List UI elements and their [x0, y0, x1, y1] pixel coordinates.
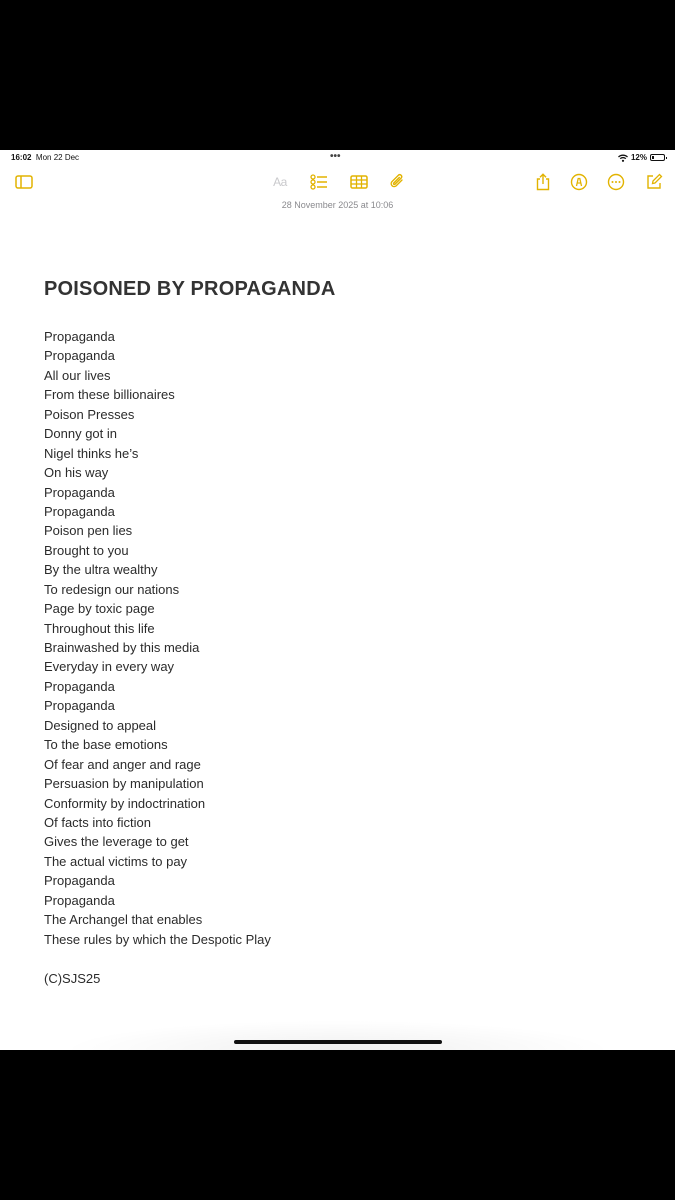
more-icon: [607, 173, 625, 191]
markup-pen-icon: [570, 173, 588, 191]
sidebar-icon: [15, 175, 33, 189]
wifi-icon: [618, 154, 628, 162]
format-button[interactable]: [270, 172, 290, 192]
compose-icon: [645, 173, 663, 191]
note-line: Of fear and anger and rage: [44, 756, 201, 772]
more-button[interactable]: [606, 172, 626, 192]
sidebar-button[interactable]: [14, 172, 34, 192]
note-line: Donny got in: [44, 426, 117, 442]
markup-button[interactable]: [569, 172, 589, 192]
note-date: 28 November 2025 at 10:06: [281, 200, 394, 210]
note-line: Propaganda: [44, 698, 115, 714]
note-line: Propaganda: [44, 348, 115, 364]
note-line: Of facts into fiction: [44, 814, 151, 830]
note-line: Nigel thinks he’s: [44, 445, 139, 461]
compose-button[interactable]: [644, 172, 664, 192]
note-line: Propaganda: [44, 503, 115, 519]
note-line: Poison pen lies: [44, 523, 133, 539]
table-icon: [350, 175, 368, 189]
note-line: By the ultra wealthy: [44, 562, 158, 578]
note-line: To the base emotions: [44, 737, 168, 753]
format-text-icon: Aa: [273, 175, 287, 189]
paperclip-icon: [389, 173, 405, 191]
share-icon: [535, 173, 551, 191]
note-line: Throughout this life: [44, 620, 155, 636]
note-line: The Archangel that enables: [44, 912, 203, 928]
status-date: Mon 22 Dec: [35, 153, 80, 162]
status-time-date: [11, 153, 79, 162]
note-line: Conformity by indoctrination: [44, 795, 206, 811]
multitasking-dots[interactable]: •••: [330, 151, 341, 162]
note-line: These rules by which the Despotic Play: [44, 931, 271, 947]
note-line: Propaganda: [44, 484, 115, 500]
note-line: Propaganda: [44, 873, 115, 889]
note-line: Poison Presses: [44, 406, 135, 422]
home-indicator[interactable]: [234, 1040, 442, 1044]
status-bar: [0, 150, 675, 166]
status-time: 16:02: [11, 153, 32, 162]
note-line: Gives the leverage to get: [44, 834, 189, 850]
attachment-button[interactable]: [387, 172, 407, 192]
bottom-shadow: [60, 1020, 615, 1050]
note-line: Brainwashed by this media: [44, 640, 200, 655]
note-line: Page by toxic page: [44, 601, 155, 617]
note-line: On his way: [44, 465, 109, 481]
note-line: Everyday in every way: [44, 659, 175, 675]
note-line: Propaganda: [44, 892, 115, 908]
note-line: Propaganda: [44, 678, 115, 694]
table-button[interactable]: [349, 172, 369, 192]
note-title[interactable]: POISONED BY PROPAGANDA: [44, 278, 336, 300]
note-body[interactable]: [44, 327, 271, 949]
note-signature: (C)SJS25: [44, 971, 101, 986]
notes-screen: [0, 150, 675, 1050]
checklist-button[interactable]: [309, 172, 329, 192]
battery-percent: 12%: [630, 153, 647, 162]
note-line: From these billionaires: [44, 387, 175, 403]
checklist-icon: [310, 174, 328, 190]
note-line: To redesign our nations: [44, 581, 180, 597]
note-line: All our lives: [44, 367, 111, 383]
note-line: Designed to appeal: [44, 717, 157, 733]
note-line: Brought to you: [44, 542, 129, 558]
battery-icon: [650, 154, 665, 161]
status-indicators: [618, 153, 665, 162]
note-line: Persuasion by manipulation: [44, 776, 204, 792]
note-line: The actual victims to pay: [44, 853, 188, 869]
note-line: Propaganda: [44, 329, 115, 344]
share-button[interactable]: [533, 172, 553, 192]
